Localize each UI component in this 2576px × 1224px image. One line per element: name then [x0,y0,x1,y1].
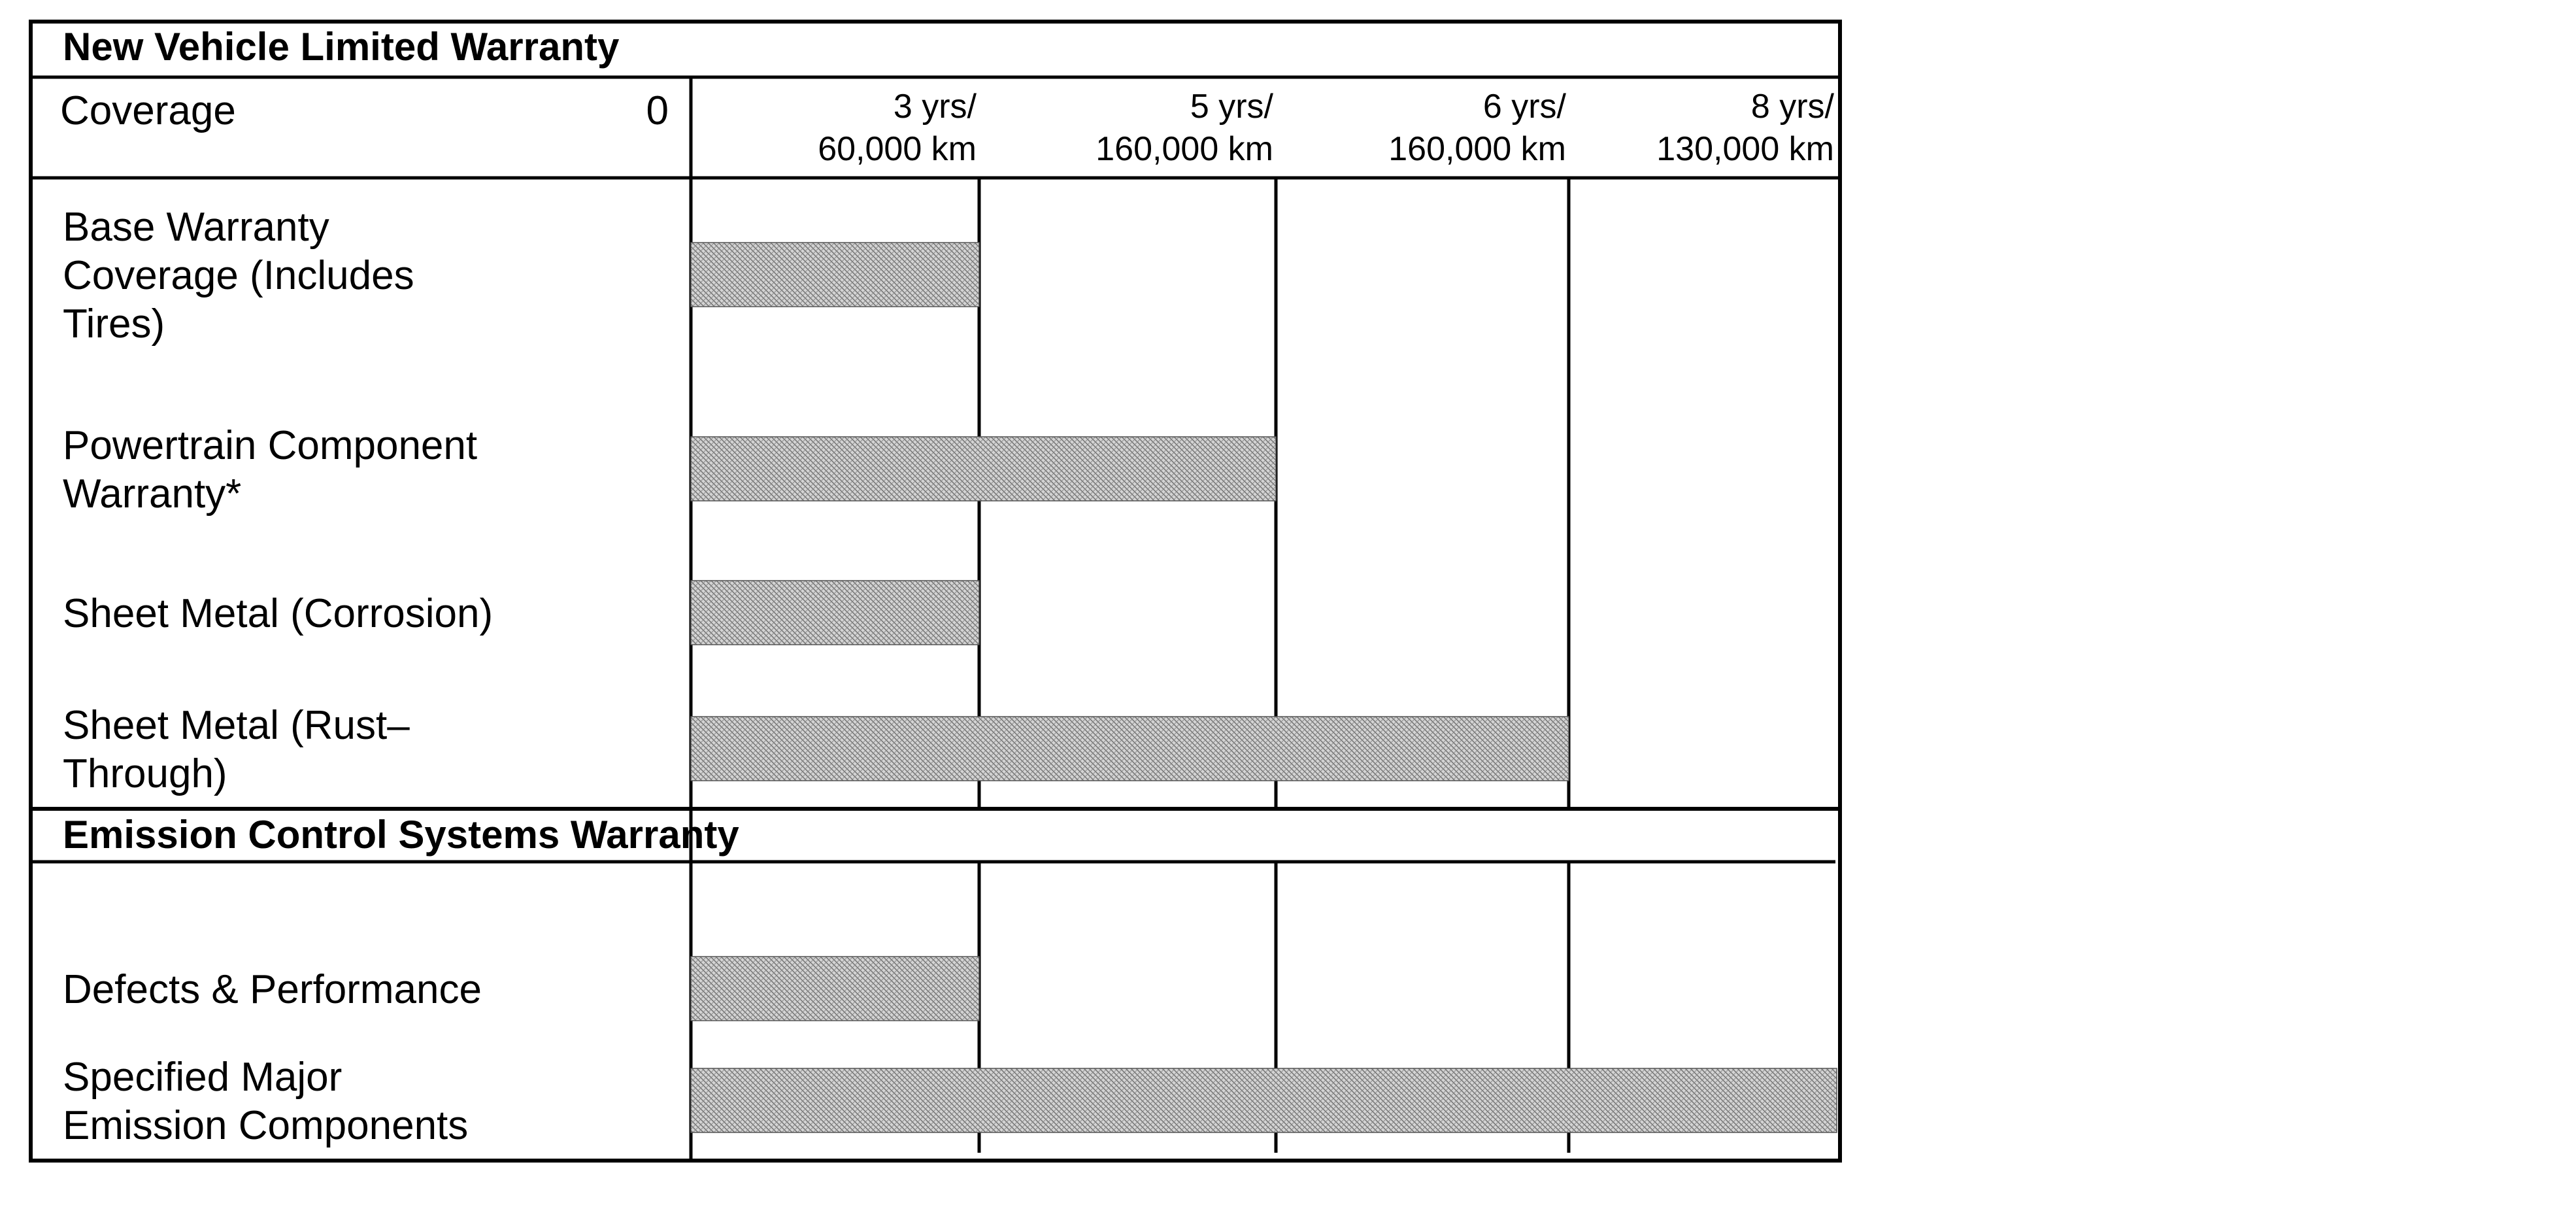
section-title: Emission Control Systems Warranty [63,813,739,857]
row-label: Defects & Performance [63,967,482,1012]
coverage-bar [691,437,1276,501]
tick-label: 6 yrs/ [1482,88,1566,126]
axis-label: Coverage [60,88,236,133]
bar-layer [691,243,1837,1132]
row-label: Warranty* [63,471,242,517]
section-title: New Vehicle Limited Warranty [63,25,620,69]
row-label: Base Warranty [63,205,329,250]
row-label: Sheet Metal (Corrosion) [63,591,493,636]
tick-label: 8 yrs/ [1750,88,1834,126]
tick-label: 5 yrs/ [1190,88,1273,126]
row-label: Sheet Metal (Rust– [63,703,410,748]
row-label: Powertrain Component [63,423,478,468]
coverage-bar [691,1068,1837,1132]
tick-label: 60,000 km [818,130,977,168]
row-label: Tires) [63,301,165,347]
tick-label: 3 yrs/ [893,88,977,126]
coverage-bar [691,243,979,307]
tick-label: 160,000 km [1096,130,1273,168]
row-label: Through) [63,751,227,796]
axis-origin-label: 0 [646,88,669,133]
tick-label: 130,000 km [1656,130,1834,168]
coverage-bar [691,717,1569,781]
coverage-bar [691,957,979,1021]
row-label: Emission Components [63,1103,469,1148]
tick-label: 160,000 km [1388,130,1566,168]
row-label: Coverage (Includes [63,253,414,298]
coverage-bar [691,581,979,645]
row-label: Specified Major [63,1055,343,1100]
